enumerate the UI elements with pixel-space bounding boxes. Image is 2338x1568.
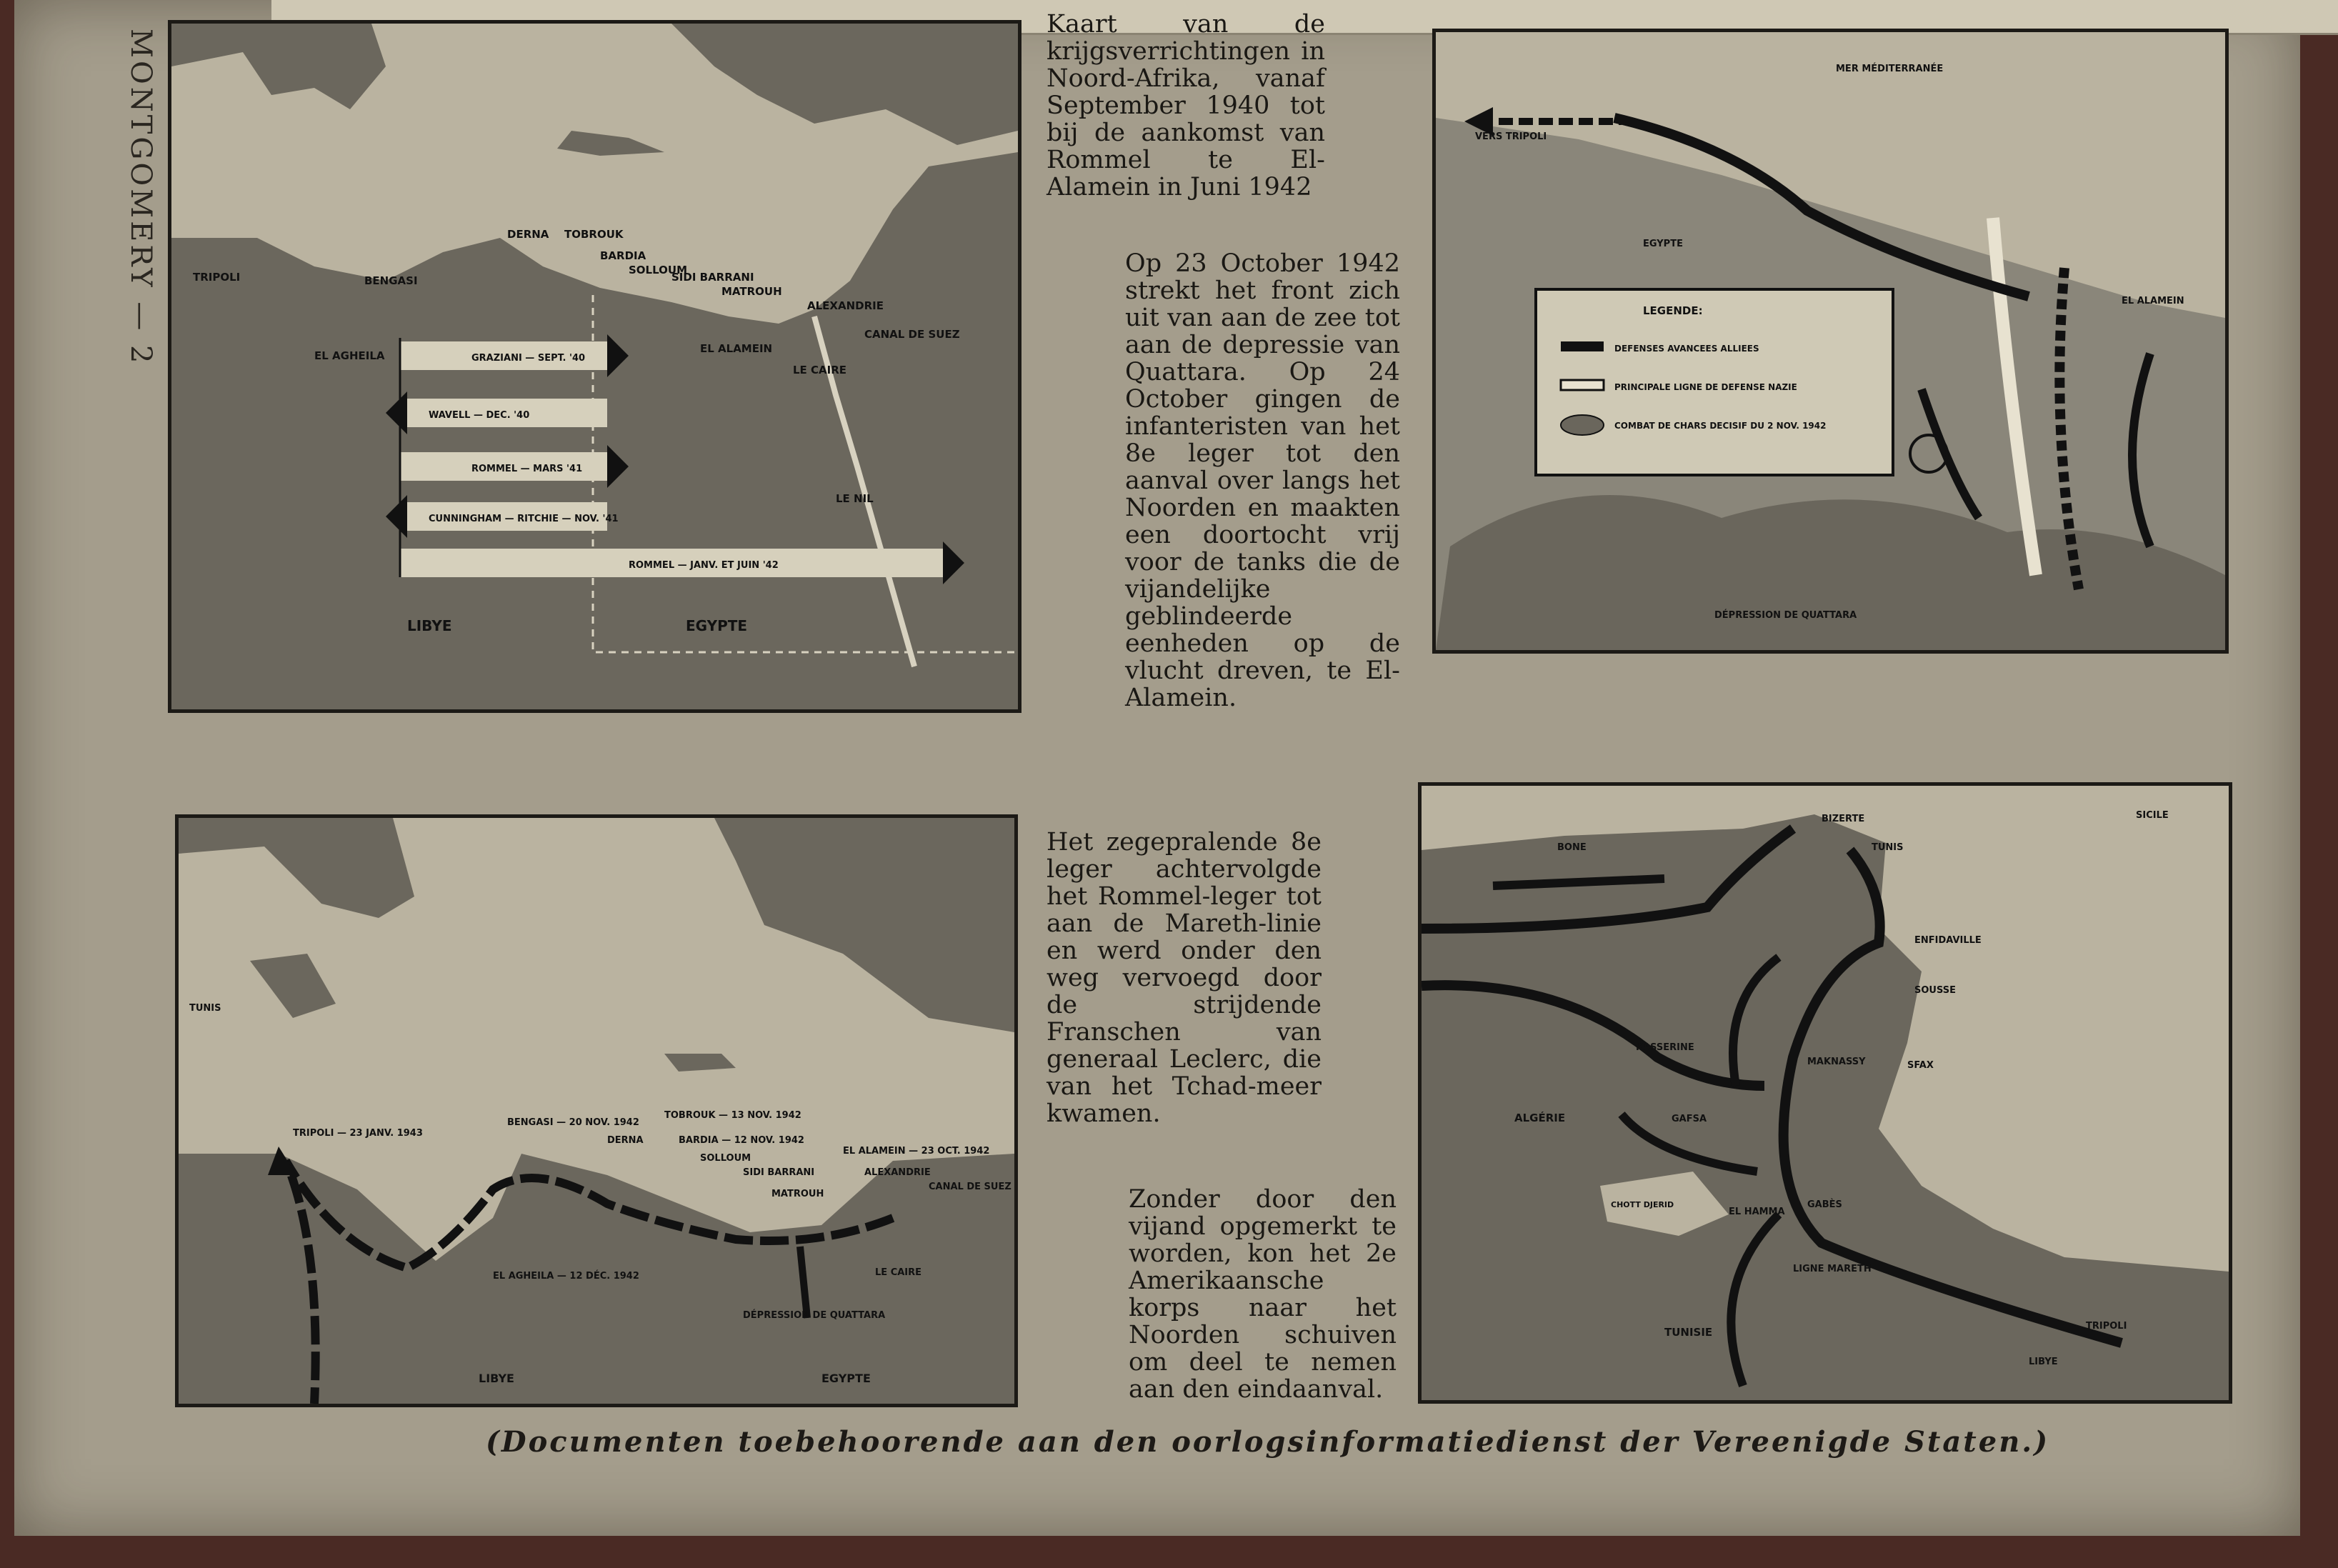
map2-legend-title: LEGENDE:: [1643, 304, 1703, 317]
map3-label-alexandrie: ALEXANDRIE: [864, 1167, 931, 1178]
paragraph-2: Op 23 October 1942 strekt het front zich uit van aan de zee tot aan de depressie van Quattara. Op 24 October gingen de infanteristen van het 8e leger tot den aanval over langs het Noorden en maakten een doortocht vrij voor de tanks die de vijandelijke geblindeerde eenheden op de vlucht dreven, te El-Alamein.: [1125, 249, 1400, 712]
map1-label-alexandrie: ALEXANDRIE: [807, 299, 884, 312]
map2-svg: [1436, 32, 2225, 650]
map3-label-tobrouk: TOBROUK — 13 NOV. 1942: [664, 1110, 801, 1121]
map3-label-tripoli: TRIPOLI — 23 JANV. 1943: [293, 1128, 423, 1139]
map4-label-bone: BONE: [1557, 842, 1587, 853]
map4-label-libye: LIBYE: [2029, 1357, 2058, 1367]
map1-label-le-nil: LE NIL: [836, 492, 874, 505]
map4-label-chott: CHOTT DJERID: [1611, 1200, 1674, 1209]
map2-label-vers-tripoli: VERS TRIPOLI: [1475, 131, 1547, 142]
map4-label-sousse: SOUSSE: [1914, 985, 1956, 996]
map4-label-enfidaville: ENFIDAVILLE: [1914, 935, 1982, 946]
map1-label-le-caire: LE CAIRE: [793, 364, 847, 376]
map3-label-el-alamein: EL ALAMEIN — 23 OCT. 1942: [843, 1146, 990, 1157]
map1-label-egypte: EGYPTE: [686, 617, 748, 634]
map3-label-canal: CANAL DE SUEZ: [929, 1182, 1011, 1192]
map4-label-tunis: TUNIS: [1872, 842, 1904, 853]
map4-label-tunisie: TUNISIE: [1664, 1326, 1713, 1339]
paragraph-1: Kaart van de krijgsverrichtingen in Noord-Afrika, vanaf September 1940 tot bij de aankomst van Rommel te El-Alamein in Juni 1942: [1046, 10, 1325, 201]
map3-label-depression: DÉPRESSION DE QUATTARA: [743, 1310, 886, 1321]
map4-label-algerie: ALGÉRIE: [1514, 1112, 1566, 1124]
map2-label-mer: MER MÉDITERRANÉE: [1836, 64, 1944, 74]
map2-legend-item-combat: COMBAT DE CHARS DECISIF DU 2 NOV. 1942: [1614, 421, 1827, 431]
map4-label-gafsa: GAFSA: [1672, 1114, 1707, 1124]
map1-label-bardia: BARDIA: [600, 249, 646, 262]
book-page: [14, 0, 2300, 1536]
map2-legend-item-nazi: PRINCIPALE LIGNE DE DEFENSE NAZIE: [1614, 382, 1797, 392]
map3-label-derna: DERNA: [607, 1135, 644, 1146]
map-north-africa-1940-1942: [168, 20, 1021, 713]
map1-label-bengasi: BENGASI: [364, 274, 418, 287]
running-header: [57, 29, 179, 386]
map2-label-depression: DÉPRESSION DE QUATTARA: [1714, 610, 1857, 621]
map2-label-el-alamein: EL ALAMEIN: [2122, 296, 2184, 306]
map3-label-egypte: EGYPTE: [821, 1372, 871, 1385]
map-pursuit-to-tripoli: [175, 814, 1018, 1407]
map3-label-solloum: SOLLOUM: [700, 1153, 751, 1164]
text-pursuit: [1046, 829, 1322, 1127]
map1-label-tobrouk: TOBROUK: [564, 228, 624, 241]
map-tunisia: [1418, 782, 2232, 1404]
map1-campaign-rommel-41: ROMMEL — MARS '41: [471, 464, 583, 474]
map4-svg: [1422, 786, 2229, 1400]
map4-label-gabes: GABÈS: [1807, 1199, 1842, 1210]
map1-campaign-rommel-42: ROMMEL — JANV. ET JUIN '42: [629, 560, 779, 571]
text-american-corps: [1129, 1186, 1397, 1403]
map4-label-maknassy: MAKNASSY: [1807, 1057, 1866, 1067]
map1-label-canal: CANAL DE SUEZ: [864, 328, 960, 341]
map4-label-bizerte: BIZERTE: [1822, 814, 1865, 824]
map1-label-libye: LIBYE: [407, 617, 452, 634]
map3-label-tunis: TUNIS: [189, 1003, 221, 1014]
map2-legend-item-allied: DEFENSES AVANCEES ALLIEES: [1614, 344, 1759, 354]
text-map1-description: [1046, 11, 1325, 201]
paragraph-4: Zonder door den vijand opgemerkt te worden, kon het 2e Amerikaansche korps naar het Noorden schuiven om deel te nemen aan den eindaanval.: [1129, 1185, 1397, 1404]
map-el-alamein: [1432, 29, 2229, 654]
map3-label-matrouh: MATROUH: [771, 1189, 824, 1199]
running-header-text: MONTGOMERY — 2: [124, 29, 157, 366]
map1-label-solloum: SOLLOUM: [629, 264, 687, 276]
map1-label-sidi-barrani: SIDI BARRANI: [671, 271, 754, 284]
map3-label-libye: LIBYE: [479, 1372, 514, 1385]
map4-label-mareth: LIGNE MARETH: [1793, 1264, 1872, 1274]
map3-label-el-agheila: EL AGHEILA — 12 DÉC. 1942: [493, 1271, 639, 1282]
map1-label-matrouh: MATROUH: [721, 285, 782, 298]
map1-label-tripoli: TRIPOLI: [193, 271, 241, 284]
map4-label-el-hamma: EL HAMMA: [1729, 1207, 1785, 1217]
map4-label-kasserine: KASSERINE: [1636, 1042, 1694, 1053]
map1-label-derna: DERNA: [507, 228, 549, 241]
map1-svg: [171, 24, 1018, 709]
text-el-alamein: [1125, 250, 1400, 711]
map4-label-sicile: SICILE: [2136, 810, 2169, 821]
page-caption: (Documenten toebehoorende aan den oorlogsinformatiedienst der Vereenigde Staten.): [486, 1425, 2050, 1459]
paragraph-3: Het zegepralende 8e leger achtervolgde het Rommel-leger tot aan de Mareth-linie en werd onder den weg vervoegd door de strijdende Franschen van generaal Leclerc, die van het Tchad-meer kwamen.: [1046, 828, 1322, 1128]
map1-label-el-alamein: EL ALAMEIN: [700, 342, 773, 355]
map3-label-bengasi: BENGASI — 20 NOV. 1942: [507, 1117, 639, 1128]
map1-label-el-agheila: EL AGHEILA: [314, 349, 385, 362]
map4-label-sfax: SFAX: [1907, 1060, 1934, 1071]
map4-label-tripoli: TRIPOLI: [2086, 1321, 2127, 1332]
map2-label-egypte: EGYPTE: [1643, 239, 1683, 249]
map3-label-bardia: BARDIA — 12 NOV. 1942: [679, 1135, 804, 1146]
map3-label-sidi-barrani: SIDI BARRANI: [743, 1167, 815, 1178]
map1-campaign-wavell: WAVELL — DEC. '40: [429, 410, 530, 421]
map3-svg: [179, 818, 1014, 1404]
map1-campaign-graziani: GRAZIANI — SEPT. '40: [471, 353, 586, 364]
map3-label-le-caire: LE CAIRE: [875, 1267, 922, 1278]
map1-campaign-cunningham: CUNNINGHAM — RITCHIE — NOV. '41: [429, 514, 619, 524]
